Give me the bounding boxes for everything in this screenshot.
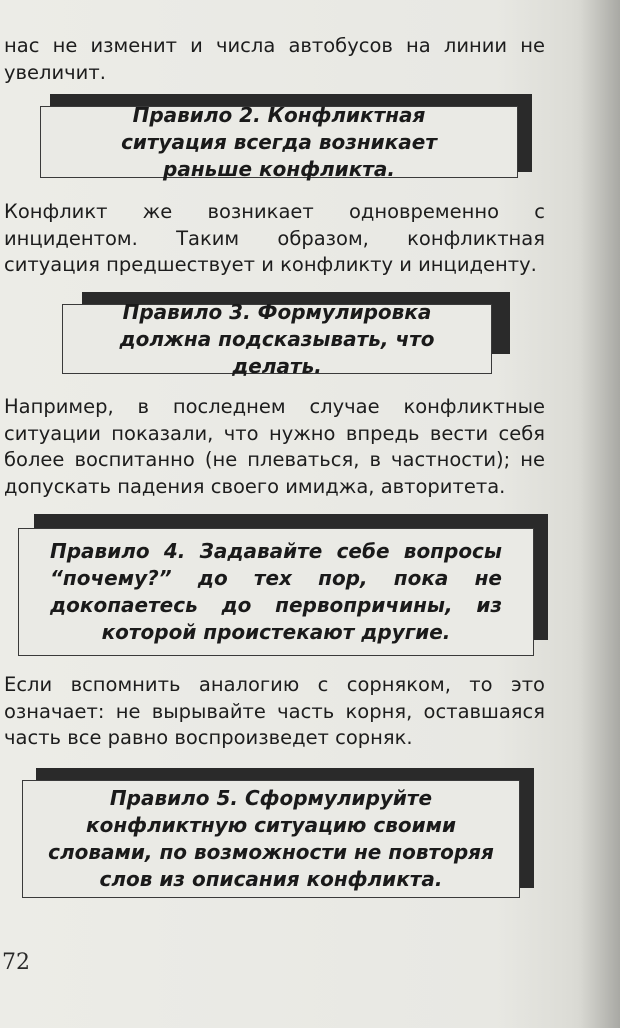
rule-box-4-frame <box>18 528 534 656</box>
rule-box-3 <box>62 292 510 378</box>
paragraph-2: Конфликт же возникает одновременно с инцидентом. Таким образом, конфликтная ситуация предшествует и конфликту и инциденту. <box>4 200 545 276</box>
rule-5-text: Правило 5. Сформулируйте конфликтную ситуацию своими словами, по возможности не повторяя слов из описания конфликта. <box>48 786 494 891</box>
rule-4-text: Правило 4. Задавайте себе вопросы “почему?” до тех пор, пока не докопаетесь до первопричины, из которой проистекают другие. <box>50 539 502 644</box>
page-number: 72 <box>2 950 30 975</box>
rule-box-3-frame <box>62 299 492 378</box>
rule-box-5-frame <box>22 780 520 898</box>
rule-box-2-frame <box>40 102 518 181</box>
rule-box-5 <box>22 768 534 900</box>
paragraph-4: Если вспомнить аналогию с сорняком, то это означает: не вырывайте часть корня, оставшаяся часть все равно воспроизведет сорняк. <box>4 673 545 749</box>
page-edge-shadow <box>580 0 620 1028</box>
rule-3-text: Правило 3. Формулировка должна подсказывать, что делать. <box>119 299 435 378</box>
rule-box-4 <box>18 514 548 658</box>
paragraph-1: нас не изменит и числа автобусов на линии не увеличит. <box>4 34 545 84</box>
paragraph-3: Например, в последнем случае конфликтные ситуации показали, что нужно впредь вести себя более воспитанно (не плеваться, в частности); не допускать падения своего имиджа, авторитета. <box>4 395 545 498</box>
rule-box-2 <box>40 94 532 182</box>
rule-2-text: Правило 2. Конфликтная ситуация всегда возникает раньше конфликта. <box>121 102 437 181</box>
